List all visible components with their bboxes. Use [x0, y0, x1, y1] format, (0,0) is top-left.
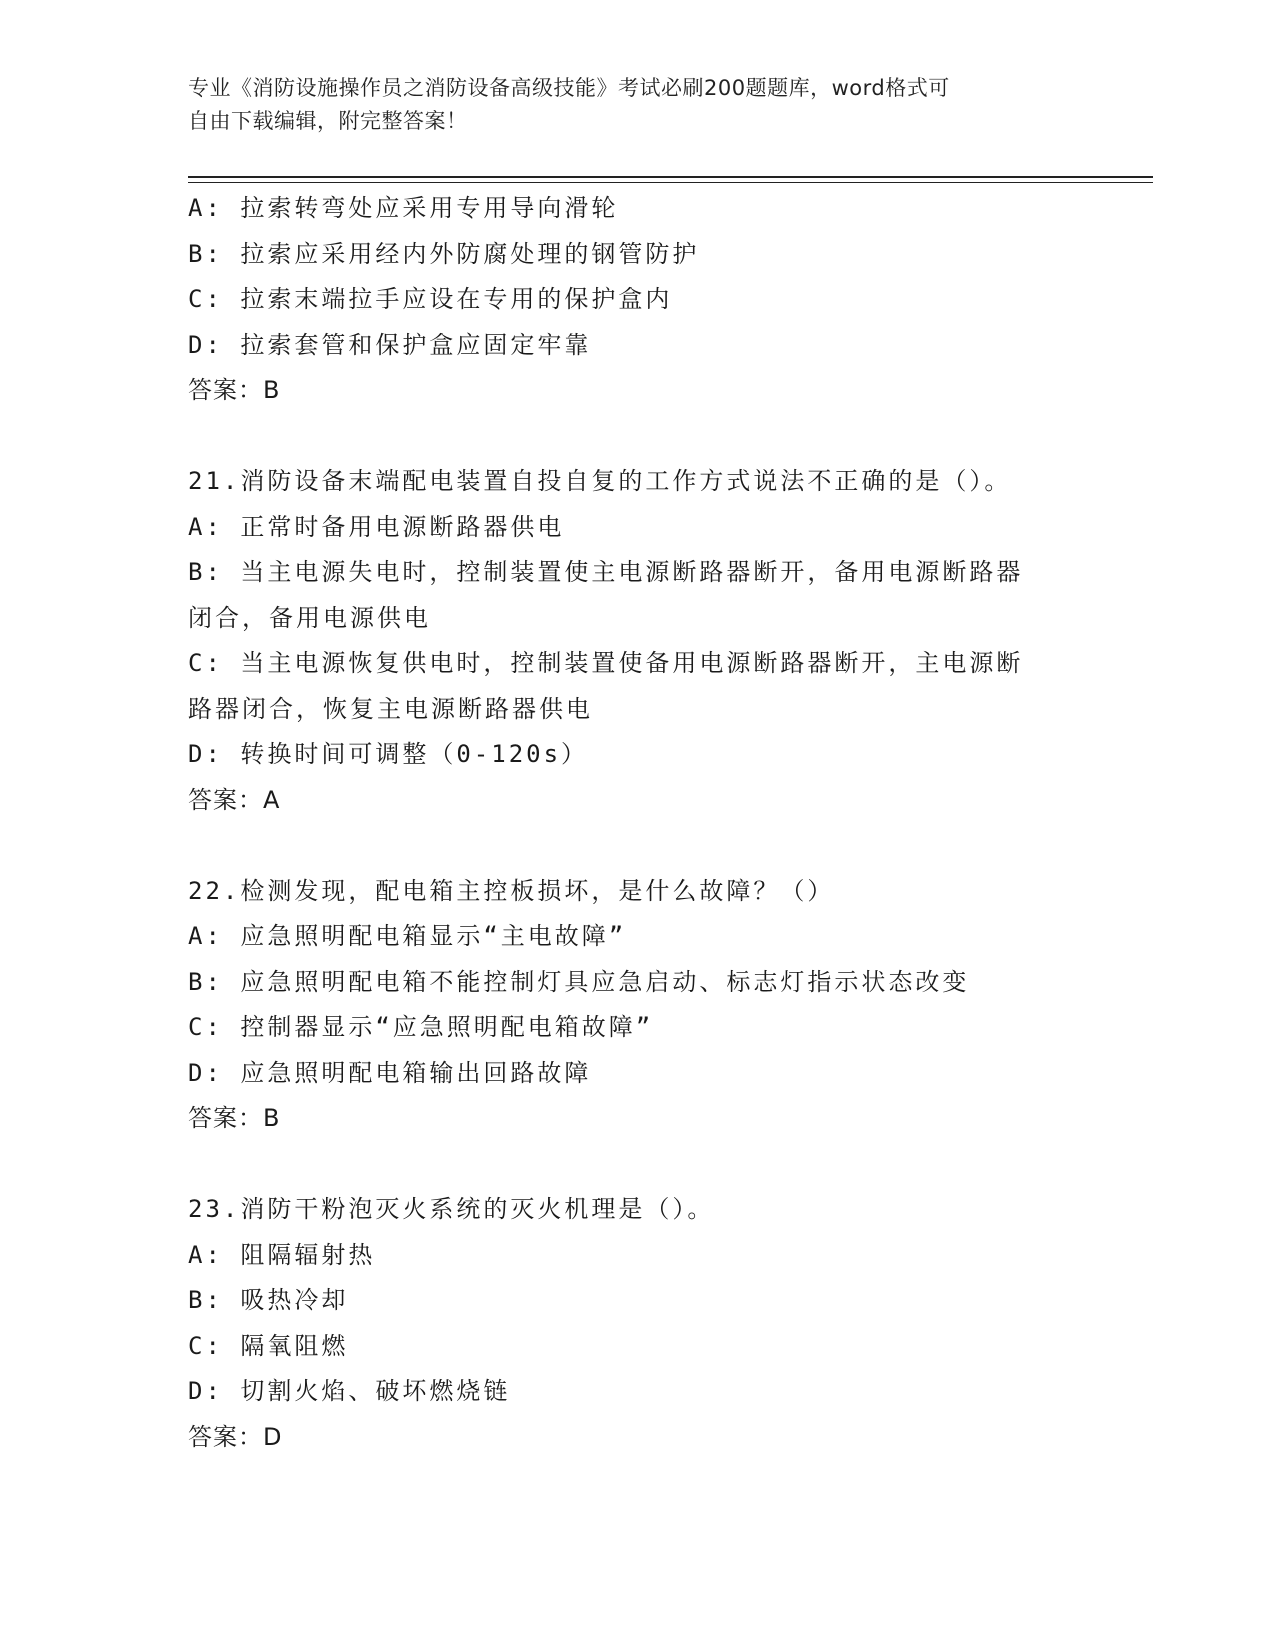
- option-b-line-1: B: 当主电源失电时，控制装置使主电源断路器断开，备用电源断路器: [188, 558, 1024, 586]
- question-22: [188, 869, 1088, 1142]
- option-a: A: 阻隔辐射热: [188, 1240, 376, 1269]
- answer-line: 答案：B: [188, 376, 281, 404]
- question-20: [188, 186, 1088, 414]
- question-text: 22.检测发现，配电箱主控板损坏，是什么故障？（）: [188, 876, 835, 905]
- option-c: C: 隔氧阻燃: [188, 1331, 349, 1360]
- option-c: C: 控制器显示“应急照明配电箱故障”: [188, 1013, 654, 1041]
- option-d: D: 拉索套管和保护盒应固定牢靠: [188, 330, 592, 359]
- option-d: D: 转换时间可调整（0-120s）: [188, 740, 589, 768]
- header-line-2: 自由下载编辑，附完整答案！: [188, 109, 468, 133]
- option-c-line-1: C: 当主电源恢复供电时，控制装置使备用电源断路器断开，主电源断: [188, 649, 1024, 677]
- document-header: [188, 72, 1068, 138]
- question-21: [188, 459, 1088, 823]
- option-a: A: 拉索转弯处应采用专用导向滑轮: [188, 194, 619, 222]
- question-23: [188, 1187, 1088, 1460]
- question-spacer: [188, 414, 1088, 460]
- option-d: D: 应急照明配电箱输出回路故障: [188, 1058, 592, 1087]
- answer-line: 答案：B: [188, 1104, 281, 1132]
- option-d: D: 切割火焰、破坏燃烧链: [188, 1377, 511, 1405]
- option-b: B: 拉索应采用经内外防腐处理的钢管防护: [188, 239, 700, 268]
- question-spacer: [188, 1142, 1088, 1188]
- option-b: B: 吸热冷却: [188, 1286, 349, 1314]
- question-text: 23.消防干粉泡灭火系统的灭火机理是（）。: [188, 1195, 715, 1223]
- answer-line: 答案：D: [188, 1422, 283, 1451]
- header-divider-thin: [188, 182, 1153, 183]
- option-c: C: 拉索末端拉手应设在专用的保护盒内: [188, 285, 673, 313]
- option-b-line-2: 闭合，备用电源供电: [188, 603, 431, 632]
- header-line-1: 专业《消防设施操作员之消防设备高级技能》考试必刷200题题库，word格式可: [188, 76, 950, 100]
- question-list: [188, 186, 1088, 1460]
- option-c-line-2: 路器闭合，恢复主电源断路器供电: [188, 694, 593, 723]
- option-b: B: 应急照明配电箱不能控制灯具应急启动、标志灯指示状态改变: [188, 967, 970, 996]
- question-spacer: [188, 823, 1088, 869]
- header-divider-thick: [188, 176, 1153, 178]
- option-a: A: 正常时备用电源断路器供电: [188, 512, 565, 541]
- answer-line: 答案：A: [188, 785, 281, 814]
- option-a: A: 应急照明配电箱显示“主电故障”: [188, 922, 627, 950]
- question-text: 21.消防设备末端配电装置自投自复的工作方式说法不正确的是（）。: [188, 467, 1012, 495]
